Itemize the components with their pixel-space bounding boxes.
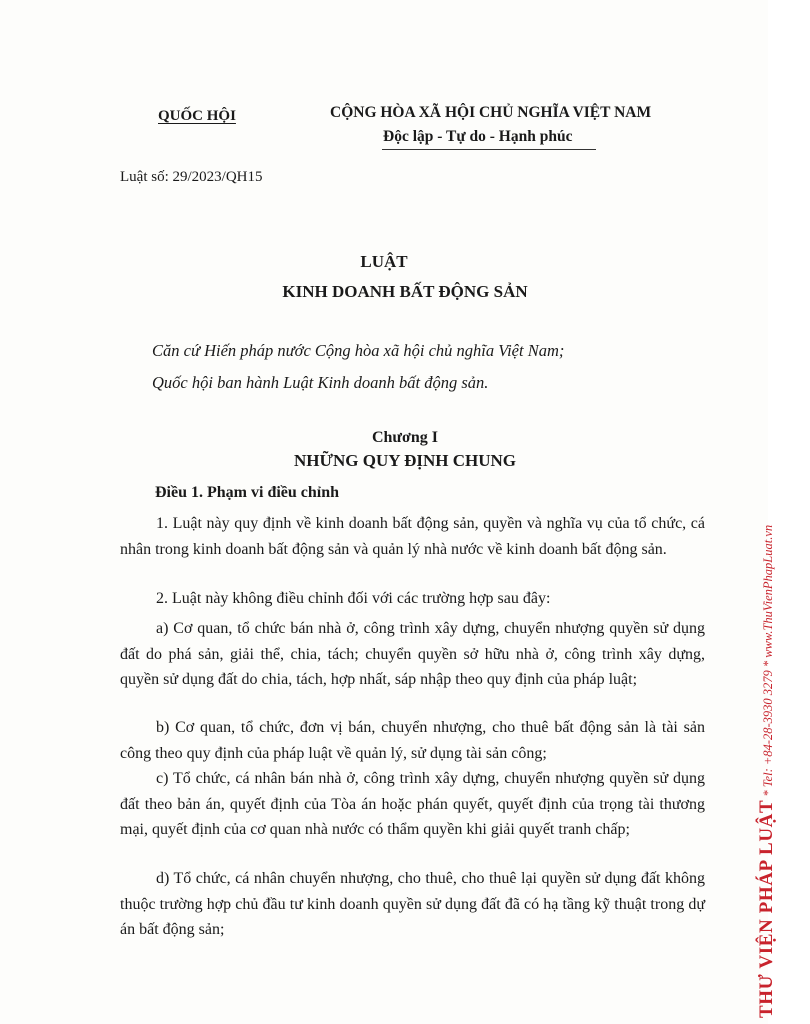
article-clause: d) Tổ chức, cá nhân chuyển nhượng, cho thuê, cho thuê lại quyền sử dụng đất không thuộc trường hợp chủ đầu tư kinh doanh quyền sử dụng đất đã có hạ tầng kỹ thuật trong dự án bất động sản; [120, 870, 705, 938]
article-clause: b) Cơ quan, tổ chức, đơn vị bán, chuyển nhượng, cho thuê bất động sản là tài sản công theo quy định của pháp luật về quản lý, sử dụng tài sản công; [120, 719, 705, 762]
side-watermark [756, 525, 778, 1018]
national-motto: Độc lập - Tự do - Hạnh phúc [383, 128, 573, 145]
republic-name: CỘNG HÒA XÃ HỘI CHỦ NGHĨA VIỆT NAM [330, 104, 652, 121]
article-clause: a) Cơ quan, tổ chức bán nhà ở, công trình xây dựng, chuyển nhượng quyền sử dụng đất do phá sản, giải thể, chia, tách; chuyển quyền sở hữu nhà ở, công trình xây dựng, quyền sử dụng đất do chia, tách, hợp nhất, sáp nhập theo quy định của pháp luật; [120, 620, 705, 688]
article-heading: Điều 1. Phạm vi điều chỉnh [155, 484, 340, 501]
legal-basis-line: Căn cứ Hiến pháp nước Cộng hòa xã hội chủ nghĩa Việt Nam; [152, 341, 565, 360]
document-title: KINH DOANH BẤT ĐỘNG SẢN [282, 282, 528, 301]
chapter-title: NHỮNG QUY ĐỊNH CHUNG [293, 451, 517, 470]
law-number: Luật số: 29/2023/QH15 [120, 169, 263, 185]
watermark-contact: * Tel: +84-28-3930 3279 * www.ThuVienPhapLuat.vn [761, 524, 775, 800]
chapter-number: Chương I [371, 429, 439, 446]
document-type: LUẬT [360, 252, 408, 271]
motto-underline [382, 149, 596, 150]
article-clause: c) Tổ chức, cá nhân bán nhà ở, công trình xây dựng, chuyển nhượng quyền sử dụng đất theo bản án, quyết định của Tòa án hoặc phán quyết, quyết định của trọng tài thương mại, quyết định của cơ quan nhà nước có thẩm quyền khi giải quyết tranh chấp; [120, 770, 705, 838]
watermark-brand: THƯ VIỆN PHÁP LUẬT [756, 799, 777, 1018]
enactment-line: Quốc hội ban hành Luật Kinh doanh bất động sản. [152, 373, 489, 392]
article-paragraph: 2. Luật này không điều chỉnh đối với các trường hợp sau đây: [156, 590, 551, 607]
article-paragraph: 1. Luật này quy định về kinh doanh bất động sản, quyền và nghĩa vụ của tổ chức, cá nhân trong kinh doanh bất động sản và quản lý nhà nước về kinh doanh bất động sản. [120, 515, 705, 558]
issuer-name: QUỐC HỘI [158, 108, 236, 124]
